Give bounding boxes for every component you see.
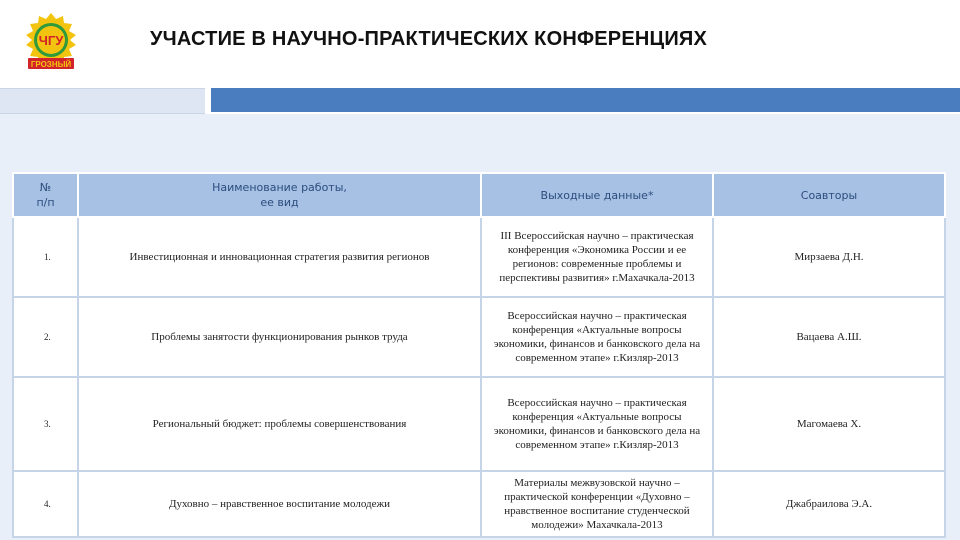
column-header-output: Выходные данные* (481, 173, 713, 217)
row-number: 1. (13, 217, 78, 297)
column-header-number: № п/п (13, 173, 78, 217)
work-title: Региональный бюджет: проблемы совершенствования (78, 377, 481, 471)
output-data: Всероссийская научно – практическая конференция «Актуальные вопросы экономики, финансов и банковского дела на современном этапе» г.Кизляр-2013 (481, 377, 713, 471)
output-data: III Всероссийская научно – практическая конференция «Экономика России и ее регионов: современные проблемы и перспективы развития» г.Махачкала-2013 (481, 217, 713, 297)
table-row (13, 217, 945, 297)
work-title: Инвестиционная и инновационная стратегия развития регионов (78, 217, 481, 297)
coauthors: Вацаева А.Ш. (713, 297, 945, 377)
table-row (13, 471, 945, 537)
university-logo (16, 12, 86, 72)
work-title: Проблемы занятости функционирования рынков труда (78, 297, 481, 377)
row-number: 3. (13, 377, 78, 471)
logo-text: ЧГУ (38, 33, 64, 48)
table-row (13, 377, 945, 471)
row-number: 2. (13, 297, 78, 377)
table-row (13, 297, 945, 377)
column-header-coauthors: Соавторы (713, 173, 945, 217)
column-header-work: Наименование работы, ее вид (78, 173, 481, 217)
decor-bar-light (0, 88, 205, 114)
table-header-row (13, 173, 945, 217)
coauthors: Джабраилова Э.А. (713, 471, 945, 537)
coauthors: Мирзаева Д.Н. (713, 217, 945, 297)
decor-bar-accent (211, 88, 960, 112)
output-data: Всероссийская научно – практическая конференция «Актуальные вопросы экономики, финансов и банковского дела на современном этапе» г.Кизляр-2013 (481, 297, 713, 377)
output-data: Материалы межвузовской научно – практической конференции «Духовно – нравственное воспитание студенческой молодежи» Махачкала-2013 (481, 471, 713, 537)
conference-table (12, 172, 946, 538)
page-title: УЧАСТИЕ В НАУЧНО-ПРАКТИЧЕСКИХ КОНФЕРЕНЦИЯХ (150, 28, 708, 50)
row-number: 4. (13, 471, 78, 537)
work-title: Духовно – нравственное воспитание молодежи (78, 471, 481, 537)
logo-subtext: ГРОЗНЫЙ (30, 60, 72, 69)
coauthors: Магомаева Х. (713, 377, 945, 471)
